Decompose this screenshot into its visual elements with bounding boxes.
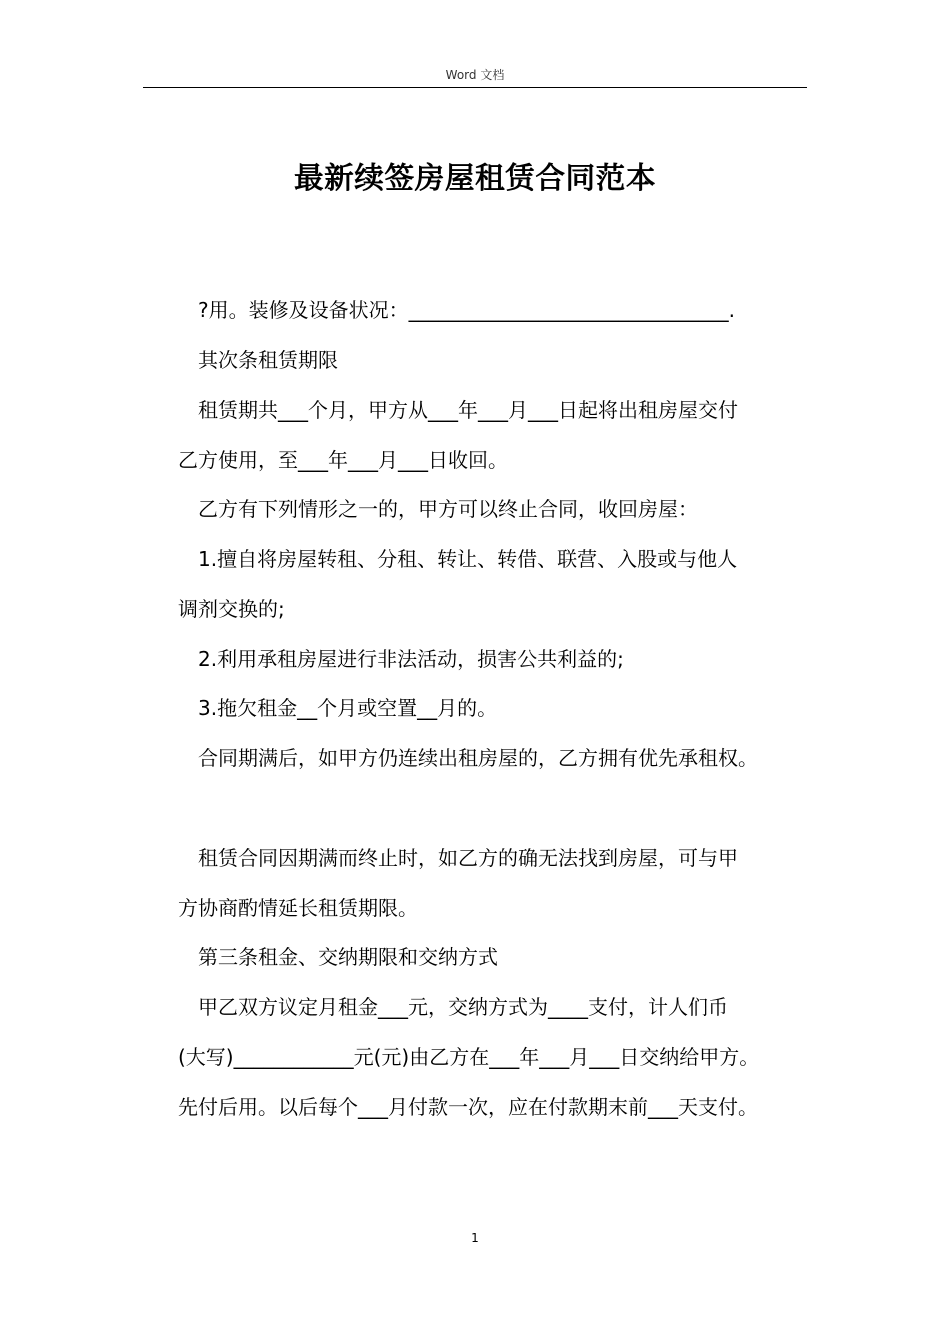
body-line-8: 2.利用承租房屋进行非法活动，损害公共利益的; — [178, 647, 624, 671]
body-line-15: (大写)____________元(元)由乙方在___年___月___日交纳给甲方。 — [178, 1045, 760, 1069]
header-divider — [143, 87, 807, 88]
body-line-2: 其次条租赁期限 — [178, 348, 338, 372]
body-line-13: 第三条租金、交纳期限和交纳方式 — [178, 945, 498, 969]
body-line-9: 3.拖欠租金__个月或空置__月的。 — [178, 696, 498, 720]
body-line-3: 租赁期共___个月，甲方从___年___月___日起将出租房屋交付 — [178, 398, 738, 422]
body-line-16: 先付后用。以后每个___月付款一次，应在付款期末前___天支付。 — [178, 1095, 758, 1119]
body-line-10: 合同期满后，如甲方仍连续出租房屋的，乙方拥有优先承租权。 — [178, 746, 758, 770]
body-line-5: 乙方有下列情形之一的，甲方可以终止合同，收回房屋： — [178, 497, 698, 521]
document-header: Word 文档 — [445, 68, 505, 82]
page-number: 1 — [471, 1231, 479, 1245]
body-line-7: 调剂交换的; — [178, 597, 285, 621]
document-title: 最新续签房屋租赁合同范本 — [293, 160, 657, 195]
body-line-12: 方协商酌情延长租赁期限。 — [178, 896, 418, 920]
body-line-1: ?用。装修及设备状况：________________________________. — [178, 298, 735, 322]
body-line-6: 1.擅自将房屋转租、分租、转让、转借、联营、入股或与他人 — [178, 547, 738, 571]
body-line-4: 乙方使用，至___年___月___日收回。 — [178, 448, 508, 472]
body-line-11: 租赁合同因期满而终止时，如乙方的确无法找到房屋，可与甲 — [178, 846, 738, 870]
body-line-14: 甲乙双方议定月租金___元，交纳方式为____支付，计人们币 — [178, 995, 728, 1019]
